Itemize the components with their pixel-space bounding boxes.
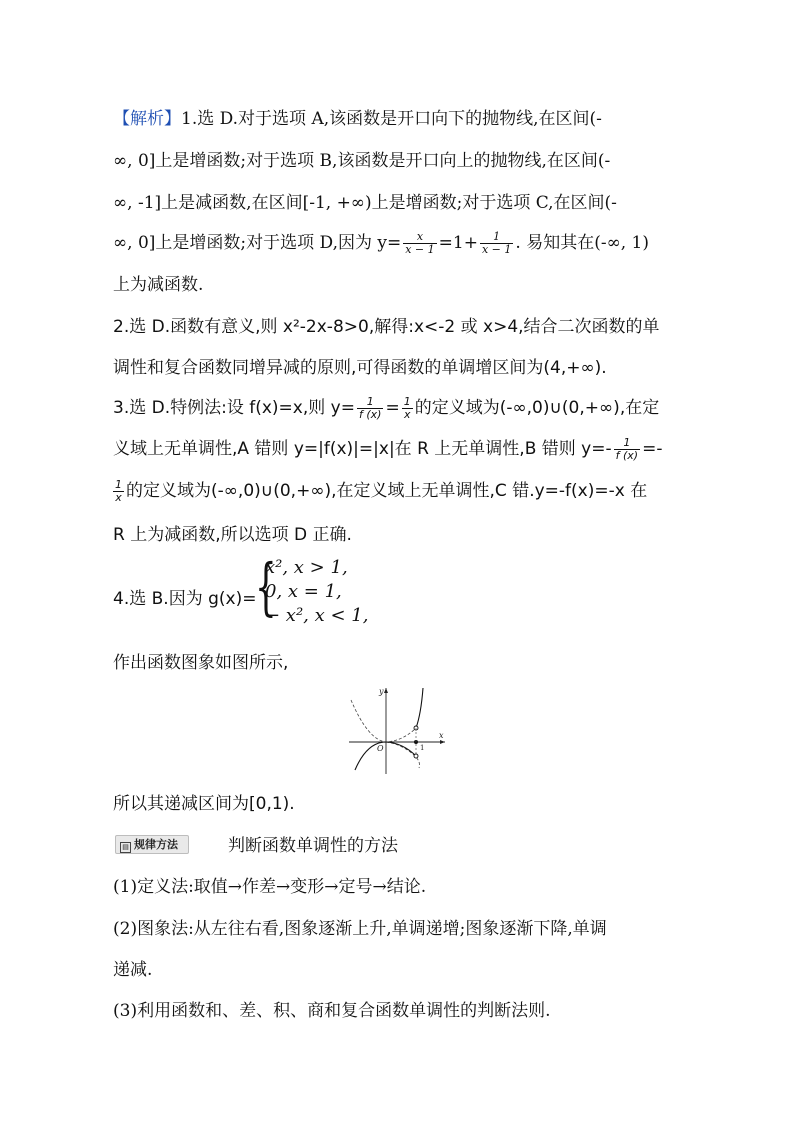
fraction-1-over-x-neg: $\frac{1}{x}$ bbox=[115, 477, 122, 504]
analysis-line-3: ∞, -1]上是减函数,在区间[-1, +∞)上是增函数;对于选项 C,在区间(- bbox=[113, 193, 617, 213]
method-item-2-line-1: (2)图象法:从左往右看,图象逐渐上升,单调递增;图象逐渐下降,单调 bbox=[113, 919, 607, 939]
analysis-line-5: 上为减函数. bbox=[113, 275, 204, 295]
solid-curve-left bbox=[355, 742, 416, 770]
answer-3-line-3: $\frac{1}{x}$ 的定义域为(-∞,0)∪(0,+∞),在定义域上无单调性,C 错.y=-f(x)=-x 在 bbox=[115, 477, 648, 504]
analysis-tag: 【解析】 bbox=[113, 109, 181, 129]
solid-curve-right bbox=[416, 688, 423, 728]
graph-label-y: y bbox=[379, 687, 384, 696]
method-title: 判断函数单调性的方法 bbox=[228, 836, 398, 856]
method-item-1: (1)定义法:取值→作差→变形→定号→结论. bbox=[113, 877, 427, 897]
answer-3-line-1: 3.选 D.特例法:设 f(x)=x,则 y= $\frac{1}{f (x)}$ = $\frac{1}{x}$ 的定义域为(-∞,0)∪(0,+∞),在定 bbox=[113, 394, 660, 421]
graph-label-x: x bbox=[439, 731, 444, 740]
method-badge: ▤ 规律方法 bbox=[115, 835, 189, 854]
answer-3-line-2: 义域上无单调性,A 错则 y=|f(x)|=|x|在 R 上无单调性,B 错则 y=- $\frac{1}{f (x)}$ =- bbox=[113, 435, 663, 462]
function-graph bbox=[345, 684, 450, 776]
answer-2-line-2: 调性和复合函数同增异减的原则,可得函数的单调增区间为(4,+∞). bbox=[113, 358, 607, 378]
answer-2-line-1: 2.选 D.函数有意义,则 x²-2x-8>0,解得:x<-2 或 x>4,结合二次函数的单 bbox=[113, 317, 660, 337]
piecewise-case-1: x², x > 1, bbox=[265, 557, 348, 578]
method-icon: ▤ bbox=[120, 842, 131, 853]
answer-4-line-2: 作出函数图象如图所示, bbox=[113, 653, 289, 673]
graph-label-origin: O bbox=[377, 744, 384, 753]
method-item-2-line-2: 递减. bbox=[113, 960, 153, 980]
fraction-1-over-x: $\frac{1}{x}$ bbox=[403, 394, 411, 421]
piecewise-case-3: − x², x < 1, bbox=[265, 605, 369, 626]
fraction-1-over-fx-neg: $\frac{1}{f (x)}$ bbox=[615, 435, 639, 462]
analysis-line-2: ∞, 0]上是增函数;对于选项 B,该函数是开口向上的抛物线,在区间(- bbox=[113, 151, 611, 171]
y-axis-arrow bbox=[384, 688, 388, 693]
fraction-x-over-x-minus-1: $\frac{x}{x - 1}$ bbox=[405, 230, 435, 256]
fraction-1-over-fx: $\frac{1}{f (x)}$ bbox=[358, 394, 382, 421]
analysis-line-4: ∞, 0]上是增函数;对于选项 D,因为 y= $\frac{x}{x - 1}$ =1+ $\frac{1}{x - 1}$ . 易知其在(-∞, 1) bbox=[113, 230, 649, 256]
fraction-1-over-x-minus-1: $\frac{1}{x - 1}$ bbox=[481, 230, 512, 256]
answer-4-line-1: 4.选 B.因为 g(x)= bbox=[113, 589, 257, 609]
answer-3-line-4: R 上为减函数,所以选项 D 正确. bbox=[113, 525, 352, 545]
analysis-line-1: 【解析】1.选 D.对于选项 A,该函数是开口向下的抛物线,在区间(- bbox=[113, 109, 602, 129]
piecewise-case-2: 0, x = 1, bbox=[265, 581, 342, 602]
graph-label-one: 1 bbox=[420, 744, 425, 752]
method-item-3: (3)利用函数和、差、积、商和复合函数单调性的判断法则. bbox=[113, 1001, 551, 1021]
dashed-parabola-up bbox=[351, 700, 415, 742]
x-axis-arrow bbox=[440, 740, 445, 744]
piecewise-brace: { bbox=[255, 550, 277, 623]
answer-4-line-3: 所以其递减区间为[0,1). bbox=[113, 794, 295, 814]
